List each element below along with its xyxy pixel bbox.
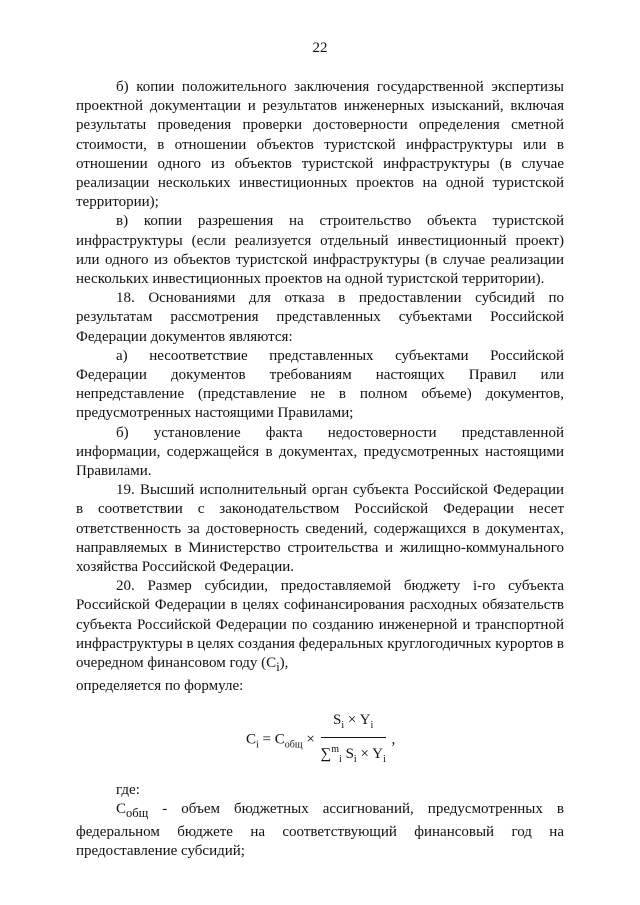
num-times: × xyxy=(347,711,357,728)
page-number: 22 xyxy=(312,40,328,56)
num-s: S xyxy=(333,711,342,728)
sum-sup: m xyxy=(331,743,340,755)
formula-c-total: C xyxy=(274,731,285,748)
para20-symbol-sub: i xyxy=(276,660,280,675)
sum-sub: i xyxy=(339,753,342,765)
formula-fraction xyxy=(321,711,386,769)
formula-comma: , xyxy=(391,731,396,748)
sum-sign: ∑ xyxy=(320,745,332,762)
paragraph-19-responsibility: 19. Высший исполнительный орган субъекта Российской Федерации в соответствии с законодательством Российской Федерации несет ответственность за достоверность сведений, содержащихся в документах, направляемых в Министерство строительства и жилищно-коммунального хозяйства Российской Федерации. xyxy=(76,482,564,576)
document-body xyxy=(76,78,564,861)
paragraph-20-tail: определяется по формуле: xyxy=(76,678,244,695)
paragraph-v-copies-permit: в) копии разрешения на строительство объекта туристской инфраструктуры (если реализуется отдельный инвестиционный проект) или одного из объектов туристской инфраструктуры (в случае реализации нескольких инвестиционных проектов на одной туристской территории). xyxy=(76,213,564,288)
den-times: × xyxy=(360,745,369,762)
formula-block xyxy=(76,697,564,763)
den-y-sub: i xyxy=(382,753,386,765)
para20-text: 20. Размер субсидии, предоставляемой бюджету i-го субъекта Российской Федерации в целях софинансирования расходных обязательств субъекта Российской Федерации по созданию инженерной и транспортной инфраструктуры в целях создания федеральных круглогодичных курортов в очередном финансовом году ( xyxy=(76,578,564,672)
formula-times: × xyxy=(306,731,315,748)
num-y: Y xyxy=(359,711,371,728)
formula-numerator xyxy=(321,711,386,738)
definition-c-total xyxy=(76,800,564,862)
num-s-sub: i xyxy=(341,719,345,731)
paragraph-a-noncompliance: а) несоответствие представленных субъектами Российской Федерации документов требованиям настоящих Правил или непредставление (представление не в полном объеме) документов, предусмотренных настоящими Правилами; xyxy=(76,347,564,422)
para20-symbol: C xyxy=(266,655,277,672)
formula-lhs: C xyxy=(246,731,257,748)
paragraph-b-copies-expertise: б) копии положительного заключения государственной экспертизы проектной документации и результатов инженерных изысканий, включая результаты проведения проверки достоверности определения сметной стоимости, в отношении объектов туристской инфраструктуры или в отношении одного из объектов туристской инфраструктуры (в случае реализации нескольких инвестиционных проектов на одной туристской территории); xyxy=(76,79,564,211)
def-symbol: C xyxy=(116,800,127,817)
formula-denominator xyxy=(321,738,386,769)
den-y: Y xyxy=(372,745,383,762)
formula-c-total-sub: общ xyxy=(284,739,303,751)
para20-close: ), xyxy=(279,655,289,672)
formula-lhs-sub: i xyxy=(256,739,259,751)
paragraph-b-unreliable-info: б) установление факта недостоверности представленной информации, содержащейся в документах, предусмотренных настоящими Правилами. xyxy=(76,424,564,480)
subsidy-formula xyxy=(246,711,395,769)
paragraph-20-subsidy-size xyxy=(76,577,564,677)
formula-equals: = xyxy=(262,731,272,748)
den-s-sub: i xyxy=(353,753,357,765)
def-symbol-sub: общ xyxy=(126,805,149,820)
def-text: - объем бюджетных ассигнований, предусмотренных в федеральном бюджете на соответствующий финансовый год на предоставление субсидий; xyxy=(76,800,564,860)
paragraph-18-refusal-grounds: 18. Основаниями для отказа в предоставлении субсидий по результатам рассмотрения представленных субъектами Российской Федерации документов являются: xyxy=(76,290,564,345)
den-s: S xyxy=(345,745,354,762)
where-label: где: xyxy=(116,781,140,798)
num-y-sub: i xyxy=(370,719,374,731)
